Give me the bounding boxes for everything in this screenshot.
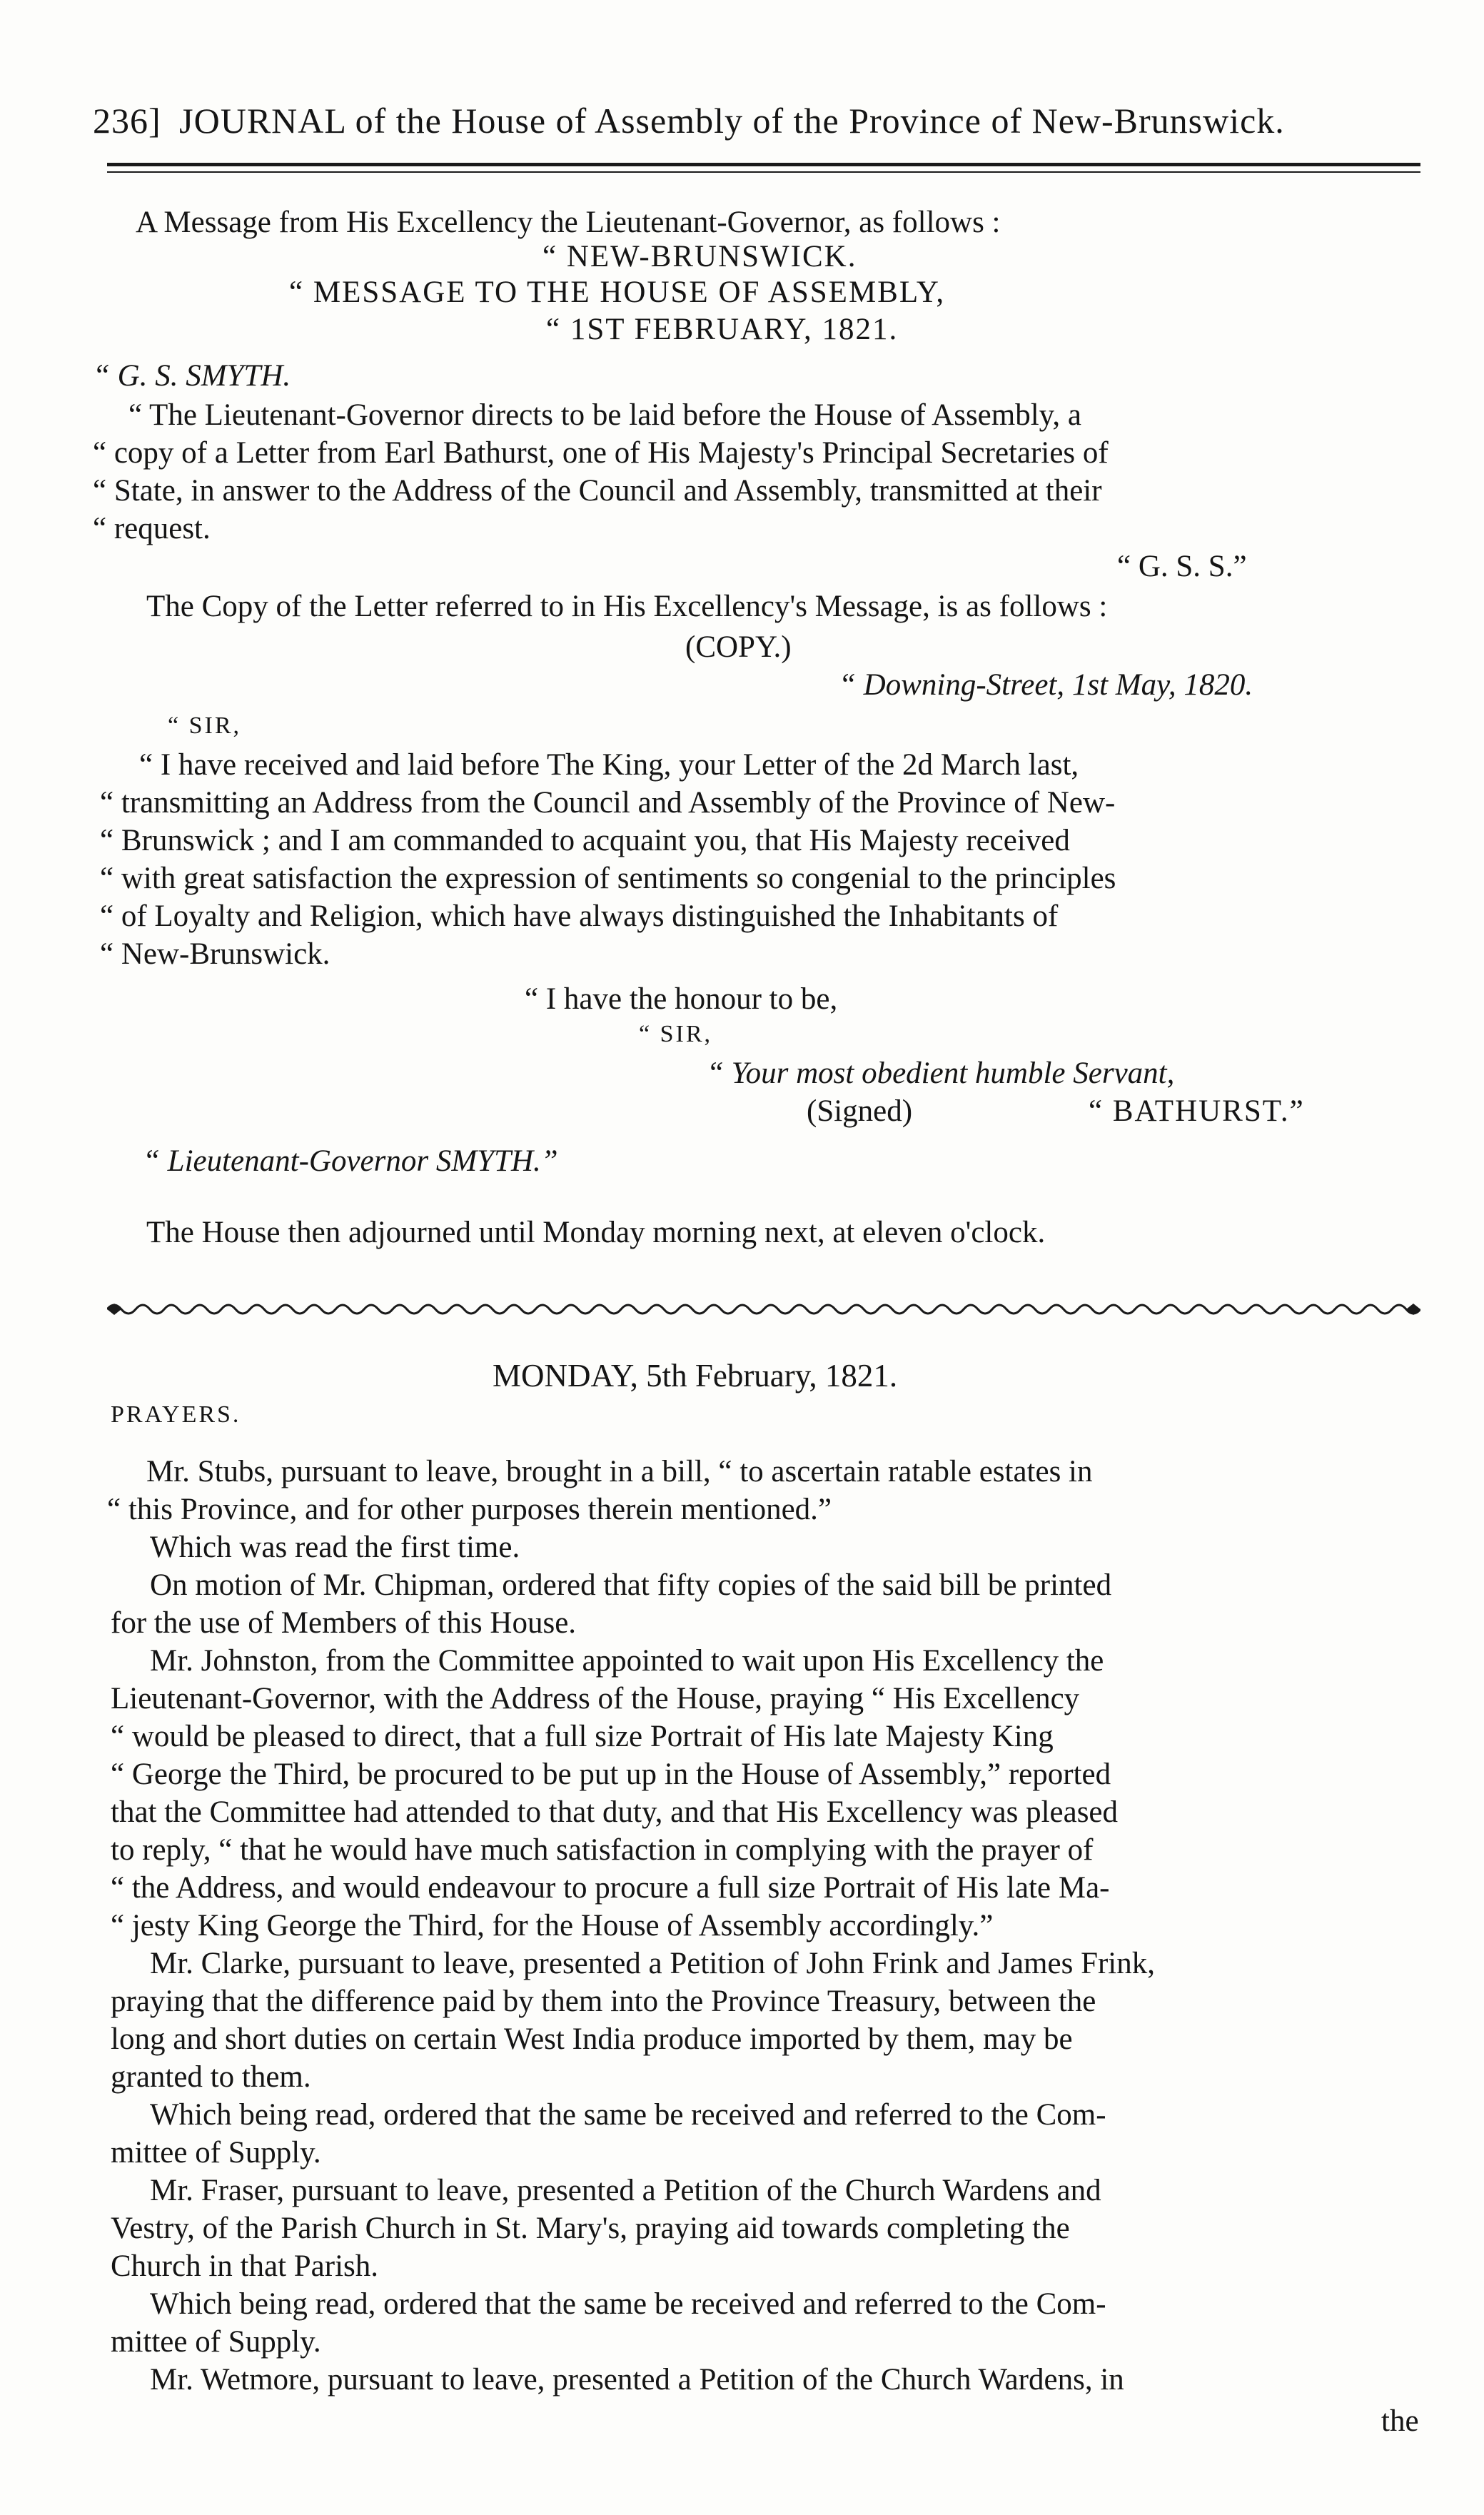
proceedings-line: “ jesty King George the Third, for the House of Assembly accordingly.” <box>111 1909 994 1942</box>
proceedings-line: Which being read, ordered that the same be received and referred to the Com- <box>150 2098 1106 2132</box>
message-body-line: “ request. <box>93 512 211 545</box>
proceedings-line: “ would be pleased to direct, that a full size Portrait of His late Majesty King <box>111 1720 1054 1753</box>
proceedings-line: “ George the Third, be procured to be put up in the House of Assembly,” reported <box>111 1758 1111 1791</box>
letter-addressee: “ Lieutenant-Governor SMYTH.” <box>143 1144 558 1178</box>
proceedings-line: praying that the difference paid by them into the Province Treasury, between the <box>111 1985 1096 2018</box>
proceedings-line: long and short duties on certain West India produce imported by them, may be <box>111 2022 1073 2056</box>
proceedings-line: On motion of Mr. Chipman, ordered that fifty copies of the said bill be printed <box>150 1568 1112 1602</box>
header-rule <box>107 163 1420 166</box>
message-body-line: “ State, in answer to the Address of the Council and Assembly, transmitted at their <box>93 474 1102 508</box>
letter-signatory: “ BATHURST.” <box>1089 1094 1305 1128</box>
message-initials: “ G. S. S.” <box>1117 550 1247 583</box>
proceedings-line: Lieutenant-Governor, with the Address of the House, praying “ His Excellency <box>111 1682 1080 1715</box>
page-number: 236] <box>93 101 161 141</box>
proceedings-line: Mr. Clarke, pursuant to leave, presented a Petition of John Frink and James Frink, <box>150 1947 1155 1980</box>
section-date: MONDAY, 5th February, 1821. <box>493 1358 898 1393</box>
proceedings-line: Vestry, of the Parish Church in St. Mary's, praying aid towards completing the <box>111 2212 1070 2245</box>
message-heading-province: “ NEW-BRUNSWICK. <box>542 240 857 273</box>
letter-signed: (Signed) <box>807 1094 913 1128</box>
letter-body-line: “ New-Brunswick. <box>100 937 330 971</box>
letter-body-line: “ transmitting an Address from the Council and Assembly of the Province of New- <box>100 786 1116 820</box>
copy-label: (COPY.) <box>685 630 792 664</box>
copy-intro: The Copy of the Letter referred to in His Excellency's Message, is as follows : <box>146 590 1108 623</box>
proceedings-line: for the use of Members of this House. <box>111 1606 577 1640</box>
proceedings-line: Which was read the first time. <box>150 1531 520 1564</box>
message-heading-title: “ MESSAGE TO THE HOUSE OF ASSEMBLY, <box>289 276 946 309</box>
proceedings-line: to reply, “ that he would have much satisfaction in complying with the prayer of <box>111 1833 1094 1867</box>
letter-body-line: “ of Loyalty and Religion, which have always distinguished the Inhabitants of <box>100 899 1059 933</box>
letter-closing-sir: “ SIR, <box>639 1021 712 1047</box>
letter-body-line: “ with great satisfaction the expression of sentiments so congenial to the principles <box>100 862 1116 895</box>
letter-salutation: “ SIR, <box>168 712 241 739</box>
proceedings-line: Which being read, ordered that the same be received and referred to the Com- <box>150 2287 1106 2321</box>
adjournment: The House then adjourned until Monday morning next, at eleven o'clock. <box>146 1216 1046 1249</box>
running-title: JOURNAL of the House of Assembly of the Province of New-Brunswick. <box>179 101 1285 141</box>
catchword: the <box>1381 2404 1419 2438</box>
letter-dateline: “ Downing-Street, 1st May, 1820. <box>839 668 1253 702</box>
proceedings-line: Mr. Johnston, from the Committee appointed to wait upon His Excellency the <box>150 1644 1104 1678</box>
proceedings-line: Mr. Wetmore, pursuant to leave, presented a Petition of the Church Wardens, in <box>150 2363 1124 2396</box>
letter-closing: “ Your most obedient humble Servant, <box>707 1057 1175 1090</box>
proceedings-line: “ this Province, and for other purposes therein mentioned.” <box>107 1493 832 1526</box>
letter-body-line: “ Brunswick ; and I am commanded to acquaint you, that His Majesty received <box>100 824 1070 857</box>
proceedings-line: mittee of Supply. <box>111 2325 321 2359</box>
proceedings-line: mittee of Supply. <box>111 2136 321 2169</box>
message-body-line: “ The Lieutenant-Governor directs to be laid before the House of Assembly, a <box>128 398 1081 432</box>
proceedings-line: that the Committee had attended to that duty, and that His Excellency was pleased <box>111 1795 1119 1829</box>
prayers-heading: PRAYERS. <box>111 1401 241 1428</box>
proceedings-line: “ the Address, and would endeavour to procure a full size Portrait of His late Ma- <box>111 1871 1110 1905</box>
message-body-line: “ copy of a Letter from Earl Bathurst, one of His Majesty's Principal Secretaries of <box>93 436 1109 470</box>
ornamental-divider <box>107 1299 1420 1319</box>
letter-body-line: “ I have received and laid before The King, your Letter of the 2d March last, <box>139 748 1079 782</box>
proceedings-line: Church in that Parish. <box>111 2249 379 2283</box>
message-signature: “ G. S. SMYTH. <box>93 359 291 393</box>
message-date: “ 1ST FEBRUARY, 1821. <box>546 313 899 346</box>
page-header <box>93 100 1435 141</box>
proceedings-line: Mr. Stubs, pursuant to leave, brought in a bill, “ to ascertain ratable estates in <box>146 1455 1093 1488</box>
header-rule-thin <box>107 171 1420 173</box>
proceedings-line: granted to them. <box>111 2060 311 2094</box>
letter-closing: “ I have the honour to be, <box>525 982 838 1016</box>
message-intro: A Message from His Excellency the Lieutenant-Governor, as follows : <box>136 206 1001 239</box>
proceedings-line: Mr. Fraser, pursuant to leave, presented a Petition of the Church Wardens and <box>150 2174 1101 2207</box>
